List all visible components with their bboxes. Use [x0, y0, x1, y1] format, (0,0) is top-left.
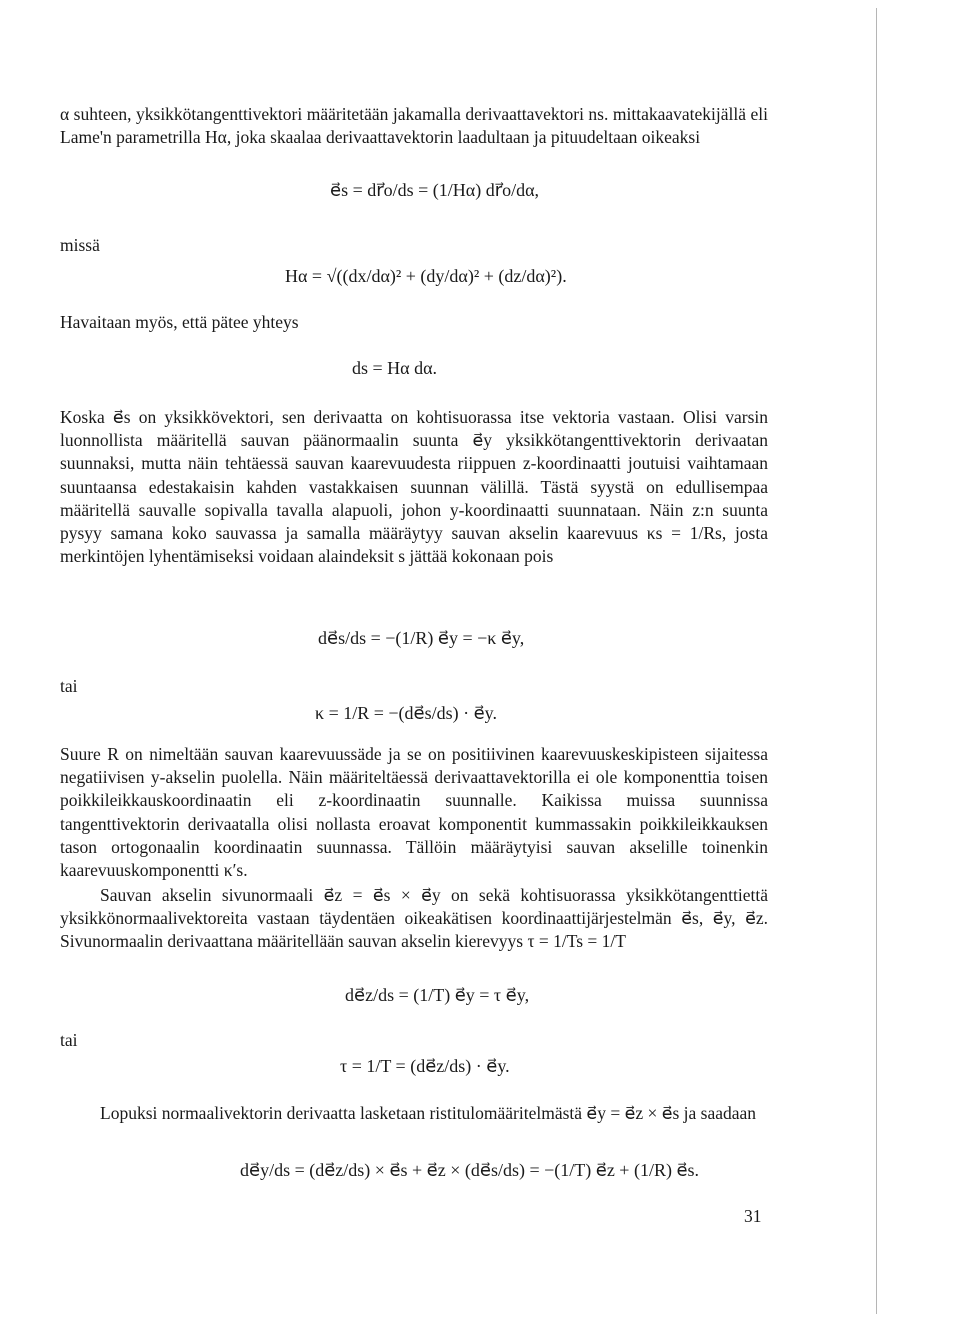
text-tai-1: tai [60, 676, 78, 696]
equation-torsion: τ = 1/T = (de⃗z/ds) · e⃗y. [340, 1056, 510, 1076]
paragraph-5: Lopuksi normaalivektorin derivaatta lasketaan ristitulomääritelmästä e⃗y = e⃗z × e⃗s ja saadaan [100, 1103, 757, 1123]
equation-binormal-derivative: de⃗z/ds = (1/T) e⃗y = τ e⃗y, [345, 985, 530, 1005]
equation-lame-parameter: Hα = √((dx/dα)² + (dy/dα)² + (dz/dα)²). [285, 266, 567, 286]
text-tai-2: tai [60, 1030, 78, 1050]
paragraph-4: Sauvan akselin sivunormaali e⃗z = e⃗s × e⃗y on sekä kohtisuorassa yksikkötangenttiettä yksikkönormaalivektoreita vastaan täydentäen oikeakätisen koordinaattijärjestelmän e⃗s, e⃗y, e⃗z. Sivunormaalin derivaattana määritellään sauvan akselin kierevyys τ = 1/Ts = 1/T [60, 885, 768, 952]
equation-tangent-derivative: de⃗s/ds = −(1/R) e⃗y = −κ e⃗y, [318, 628, 525, 648]
paragraph-2: Koska e⃗s on yksikkövektori, sen derivaatta on kohtisuorassa itse vektoria vastaan. Olisi varsin luonnollista määritellä sauvan päänormaalin suunta e⃗y yksikkötangenttivektorin derivaatan suunnaksi, mutta näin tehtäessä sauvan kaarevuudesta riippuen z-koordinaatti joutuisi vaihtamaan suuntaansa edestakaisin kahden vastakkaisen suunnan välillä. Tästä syystä on edullisempaa määritellä sauvalle sopivalla tavalla alapuoli, johon y-koordinaatti suunnataan. Näin z:n suunta pysyy samana koko sauvassa ja samalla määräytyy sauvan akselin kaarevuus κs = 1/Rs, josta merkintöjen lyhentämiseksi voidaan alaindeksit s jättää kokonaan pois [60, 407, 768, 567]
page-number: 31 [744, 1206, 762, 1226]
equation-curvature: κ = 1/R = −(de⃗s/ds) · e⃗y. [315, 703, 498, 723]
paragraph-1: α suhteen, yksikkötangenttivektori määritetään jakamalla derivaattavektori ns. mittakaavatekijällä eli Lame'n parametrilla Hα, joka skaalaa derivaattavektorin laadultaan ja pituudeltaan oikeaksi [60, 104, 768, 148]
text-missa: missä [60, 235, 100, 255]
page-margin-line [876, 8, 877, 1314]
equation-arc-length: ds = Hα dα. [352, 358, 438, 378]
equation-normal-derivative: de⃗y/ds = (de⃗z/ds) × e⃗s + e⃗z × (de⃗s/ds) = −(1/T) e⃗z + (1/R) e⃗s. [240, 1160, 700, 1180]
text-havaitaan: Havaitaan myös, että pätee yhteys [60, 312, 299, 332]
equation-unit-tangent: e⃗s = dr⃗o/ds = (1/Hα) dr⃗o/dα, [330, 180, 540, 200]
paragraph-3: Suure R on nimeltään sauvan kaarevuussäde ja se on positiivinen kaarevuuskeskipisteen sijaitessa negatiivisen y-akselin puolella. Näin määriteltäessä derivaattavektorilla ei ole komponenttia toisen poikkileikkauskoordinaatin eli z-koordinaatin suunnalle. Kaikissa muissa suunnissa tangenttivektorin derivaatalla olisi nollasta eroavat komponentit kummassakin poikkileikkauksen tason ortogonaalin koordinaatin suunnassa. Tällöin määräytyisi sauvan akselille toinenkin kaarevuuskomponentti κ′s. [60, 744, 768, 881]
